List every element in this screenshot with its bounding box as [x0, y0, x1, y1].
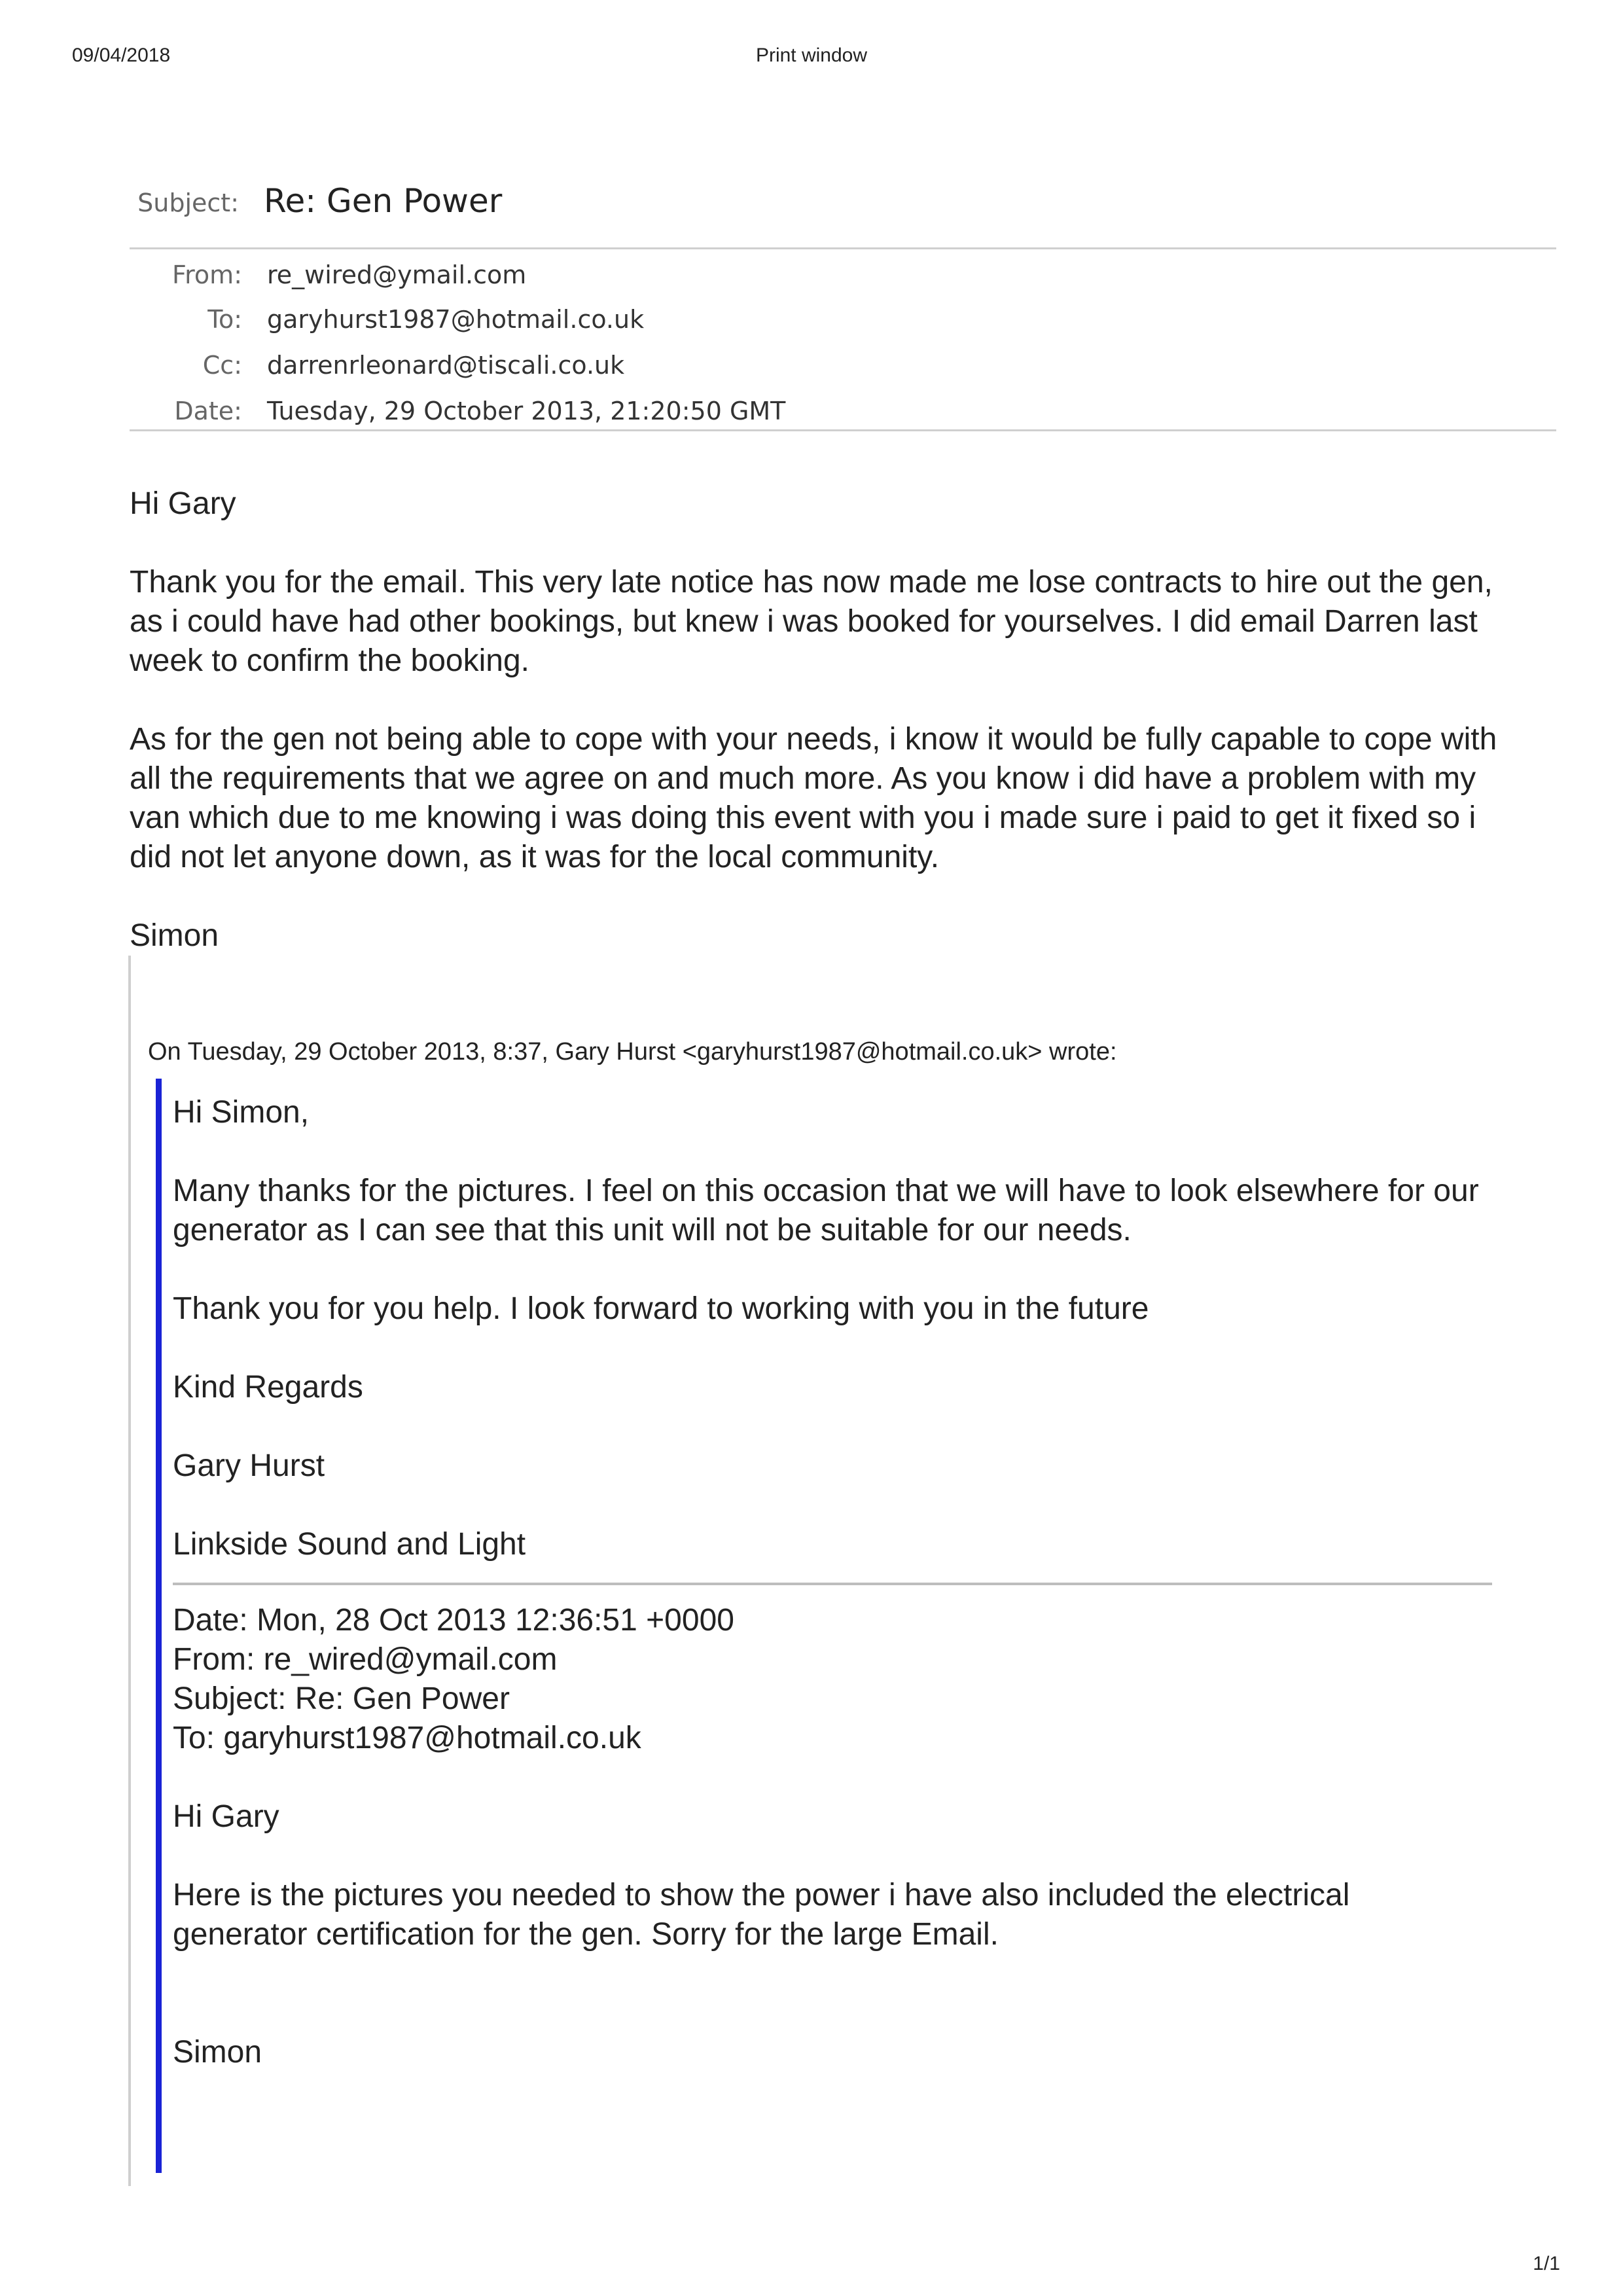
subject-divider — [130, 247, 1556, 249]
prev-paragraph-line-1: Here is the pictures you needed to show the power i have also included the electrical — [173, 1878, 1350, 1912]
prev-to-header: To: garyhurst1987@hotmail.co.uk — [173, 1721, 641, 1755]
prev-signoff: Simon — [173, 2035, 262, 2070]
from-value[interactable]: re_wired@ymail.com — [267, 260, 527, 289]
date-value: Tuesday, 29 October 2013, 21:20:50 GMT — [267, 397, 786, 425]
quoted-paragraph-1-line-1: Many thanks for the pictures. I feel on this occasion that we will have to look elsewhere for our — [173, 1174, 1479, 1208]
quoted-paragraph-2: Thank you for you help. I look forward to working with you in the future — [173, 1291, 1149, 1326]
to-label: To: — [207, 305, 242, 334]
to-value[interactable]: garyhurst1987@hotmail.co.uk — [267, 305, 645, 334]
print-date: 09/04/2018 — [72, 45, 171, 66]
body-paragraph-2-line-4: did not let anyone down, as it was for the local community. — [130, 840, 940, 874]
cc-label: Cc: — [202, 351, 242, 380]
body-paragraph-1-line-3: week to confirm the booking. — [130, 643, 529, 678]
prev-from-header: From: re_wired@ymail.com — [173, 1642, 558, 1677]
quoted-regards: Kind Regards — [173, 1370, 363, 1405]
quoted-company: Linkside Sound and Light — [173, 1527, 526, 1562]
quoted-name: Gary Hurst — [173, 1448, 325, 1483]
print-window-title: Print window — [755, 45, 868, 66]
quoted-paragraph-1-line-2: generator as I can see that this unit will not be suitable for our needs. — [173, 1213, 1132, 1247]
body-paragraph-1-line-2: as i could have had other bookings, but knew i was booked for yourselves. I did email Darren last — [130, 604, 1478, 639]
subject-value: Re: Gen Power — [264, 182, 503, 220]
prev-paragraph-line-2: generator certification for the gen. Sorry for the large Email. — [173, 1917, 999, 1952]
quote-attribution: On Tuesday, 29 October 2013, 8:37, Gary Hurst <garyhurst1987@hotmail.co.uk> wrote: — [148, 1038, 1117, 1066]
prev-greeting: Hi Gary — [173, 1799, 279, 1834]
body-greeting: Hi Gary — [130, 486, 236, 521]
subject-label: Subject: — [137, 188, 239, 217]
page-number: 1/1 — [1533, 2253, 1560, 2274]
quote-bar — [156, 1079, 162, 2173]
from-label: From: — [172, 260, 242, 289]
body-paragraph-2-line-3: van which due to me knowing i was doing this event with you i made sure i paid to get it fixed so i — [130, 800, 1476, 835]
prev-date-header: Date: Mon, 28 Oct 2013 12:36:51 +0000 — [173, 1603, 734, 1638]
body-paragraph-1-line-1: Thank you for the email. This very late notice has now made me lose contracts to hire out the gen, — [130, 565, 1493, 600]
quoted-divider — [173, 1583, 1492, 1585]
body-paragraph-2-line-2: all the requirements that we agree on and much more. As you know i did have a problem with my — [130, 761, 1476, 796]
cc-value[interactable]: darrenrleonard@tiscali.co.uk — [267, 351, 625, 380]
quoted-greeting: Hi Simon, — [173, 1095, 310, 1130]
body-signoff: Simon — [130, 918, 219, 953]
body-paragraph-2-line-1: As for the gen not being able to cope with your needs, i know it would be fully capable to cope with — [130, 722, 1497, 757]
header-divider — [130, 429, 1556, 431]
date-label: Date: — [174, 397, 242, 425]
quote-outer-border — [128, 956, 131, 2186]
prev-subject-header: Subject: Re: Gen Power — [173, 1681, 510, 1716]
